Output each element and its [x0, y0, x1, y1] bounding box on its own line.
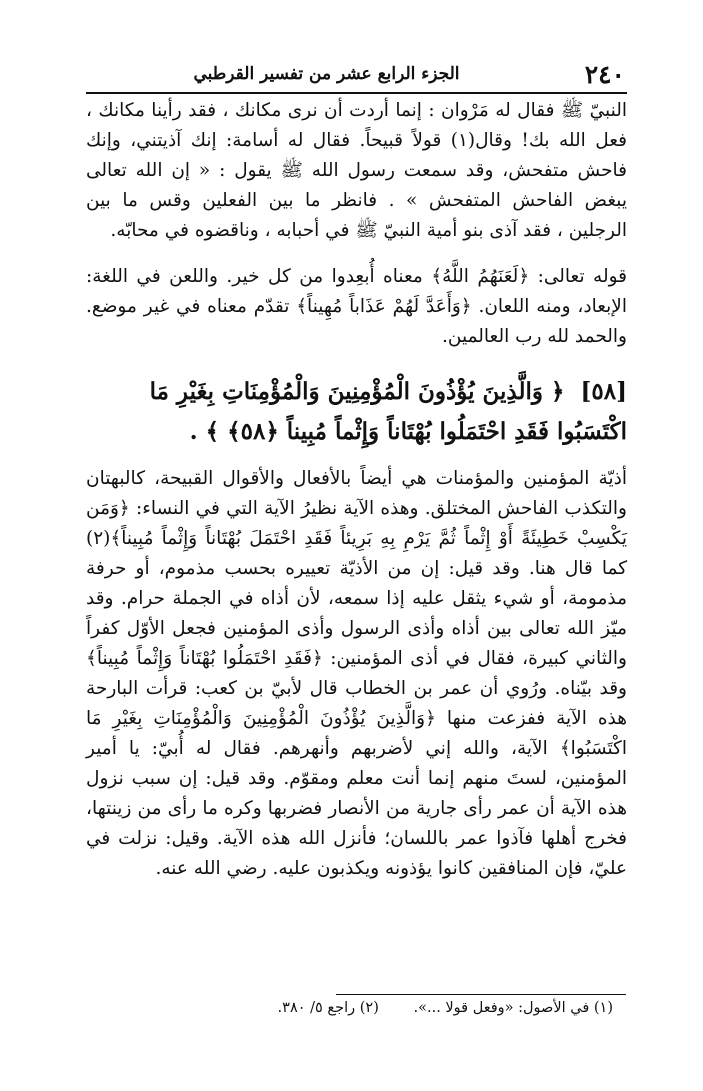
- running-title: الجزء الرابع عشر من تفسير القرطبي: [193, 64, 460, 84]
- page-number: ٢٤٠: [584, 60, 625, 89]
- paragraph-intro: النبيّ ﷺ فقال له مَرْوان : إنما أردت أن نرى مكانك ، فقد رأينا مكانك ، فعل الله بك! وقال(١) قولاً قبيحاً. فقال له أسامة: إنك آذيتني، وإنك فاحش متفحش، وقد سمعت رسول الله ﷺ يقول : « إن الله تعالى يبغض الفاحش المتفحش » . فانظر ما بين الفعلين وقس ما بين الرجلين ، فقد آذى بنو أمية النبيّ ﷺ في أحبابه ، وناقضوه في محابّه.: [86, 100, 627, 241]
- quran-verse: [86, 372, 627, 452]
- footnote-2: (٢) راجع ٥/ ٣٨٠.: [277, 1000, 379, 1016]
- footnotes: [230, 1000, 613, 1016]
- footnote-1: (١) في الأصول: «وفعل قولا ...».: [413, 1000, 613, 1016]
- page-header: [86, 58, 627, 94]
- paragraph-lexical: قوله تعالى: ﴿لَعَنَهُمُ اللَّهُ﴾ معناه أُبعِدوا من كل خير. واللعن في اللغة: الإبعاد، ومنه اللعان. ﴿وَأَعَدَّ لَهُمْ عَذَاباً مُهِيناً﴾ تقدّم معناه في غير موضع. والحمد لله رب العالمين.: [86, 266, 627, 347]
- verse-number: [٥٨]: [580, 378, 627, 405]
- footnote-divider: [336, 994, 626, 995]
- paragraph-commentary: أذيّة المؤمنين والمؤمنات هي أيضاً بالأفعال والأقوال القبيحة، كالبهتان والتكذب الفاحش المختلق. وهذه الآية نظيرُ الآية التي في النساء: ﴿وَمَن يَكْسِبْ خَطِيئَةً أَوْ إِثْماً ثُمَّ يَرْمِ بِهِ بَرِيئاً فَقَدِ احْتَمَلَ بُهْتَاناً وَإِثْماً مُبِيناً﴾(٢) كما قال هنا. وقد قيل: إن من الأذيّة تعييره بحسب مذموم، أو حرفة مذمومة، أو شيء يثقل عليه إذا سمعه، لأن أذاه في الجملة حرام. وقد ميّز الله تعالى بين أذاه وأذى الرسول وأذى المؤمنين فجعل الأوّل كفراً والثاني كبيرة، فقال في أذى المؤمنين: ﴿فَقَدِ احْتَمَلُوا بُهْتَاناً وَإِثْماً مُبِيناً﴾ وقد بيّناه. ورُوي أن عمر بن الخطاب قال لأبيّ بن كعب: قرأت البارحة هذه الآية ففزعت منها ﴿وَالَّذِينَ يُؤْذُونَ الْمُؤْمِنِينَ وَالْمُؤْمِنَاتِ بِغَيْرِ مَا اكْتَسَبُوا﴾ الآية، والله إني لأضربهم وأنهرهم. فقال له أُبيّ: يا أمير المؤمنين، لستَ منهم إنما أنت معلم ومقوّم. وقد قيل: إن سبب نزول هذه الآية أن عمر رأى جارية من الأنصار فضربها وكره ما رأى من زينتها، فخرج أهلها فآذوا عمر باللسان؛ فأنزل الله هذه الآية. وقيل: نزلت في عليّ، فإن المنافقين كانوا يؤذونه ويكذبون عليه. رضي الله عنه.: [86, 468, 627, 879]
- verse-text: ﴿ وَالَّذِينَ يُؤْذُونَ الْمُؤْمِنِينَ وَالْمُؤْمِنَاتِ بِغَيْرِ مَا اكْتَسَبُوا فَقَدِ احْتَمَلُوا بُهْتَاناً وَإِثْماً مُبِيناً ﴿٥٨﴾ ﴾ .: [149, 378, 627, 445]
- main-text: [86, 96, 627, 884]
